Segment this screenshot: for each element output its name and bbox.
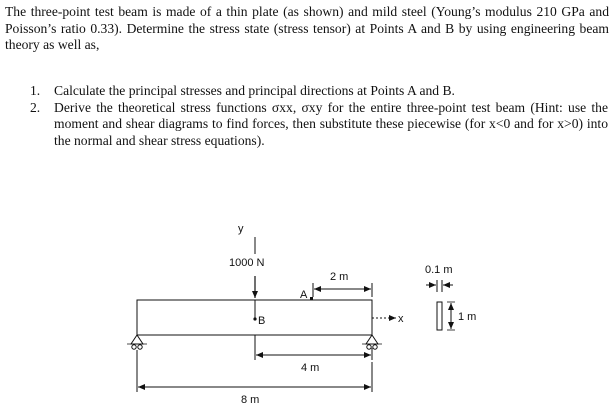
task-text: Calculate the principal stresses and principal directions at Points A and B.	[54, 83, 455, 98]
section-height-label: 1 m	[458, 311, 477, 323]
left-pin-support	[127, 335, 147, 349]
point-b-label: B	[258, 315, 266, 327]
problem-intro: The three-point test beam is made of a thin plate (as shown) and mild steel (Young’s modulus 210 GPa and Poisson’s ratio 0.33). Determine the stress state (stress tensor) at Points A and B by using engineering beam theory as well as,	[5, 4, 609, 52]
point-b-marker	[253, 317, 256, 320]
point-a-label: A	[300, 289, 308, 301]
task-number: 1.	[30, 83, 41, 98]
dim-2m-label: 2 m	[330, 271, 349, 283]
dim-4m-label: 4 m	[301, 362, 320, 374]
section-width-label: 0.1 m	[425, 264, 453, 276]
section-rectangle	[437, 302, 442, 330]
x-axis-label: x	[398, 313, 404, 325]
right-pin-support	[362, 335, 382, 349]
task-text: Derive the theoretical stress functions σxx, σxy for the entire three-point test beam (Hint: use the moment and shear diagrams to find forces, then substitute these piecewise (for x<0 and for x>0) into the normal and shear stress equations).	[54, 99, 608, 148]
load-label: 1000 N	[229, 257, 265, 269]
y-axis-label: y	[238, 223, 244, 235]
dim-8m-label: 8 m	[241, 394, 260, 406]
task-number: 2.	[30, 99, 41, 115]
